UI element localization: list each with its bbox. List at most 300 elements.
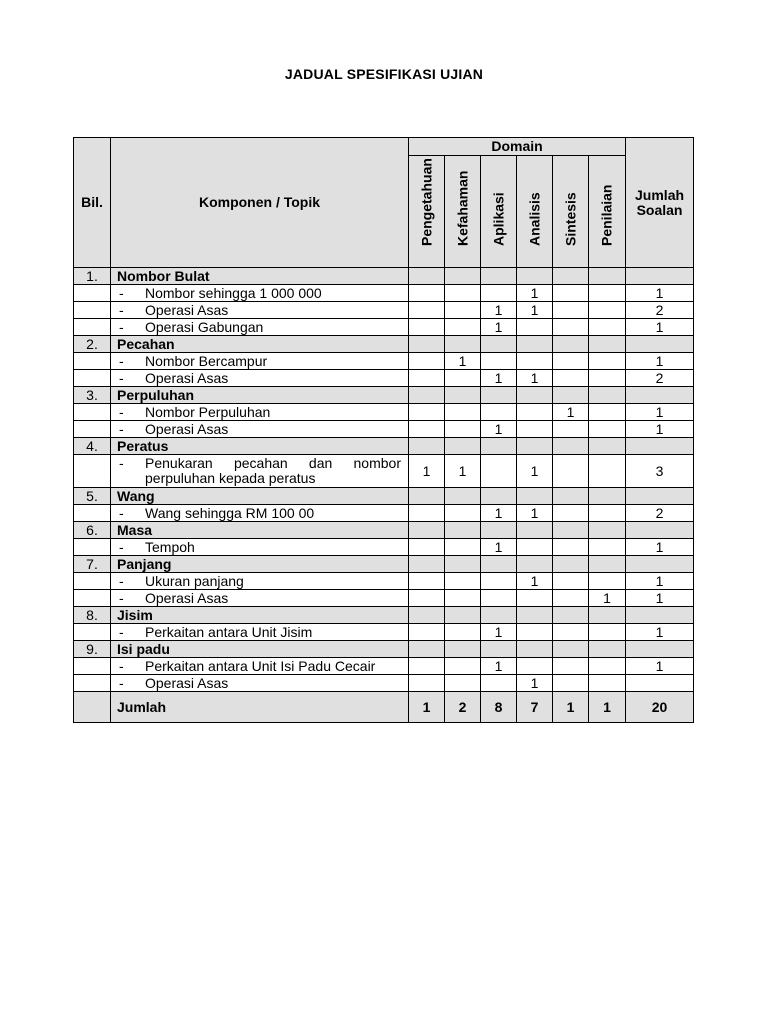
- domain-value: [481, 285, 517, 302]
- domain-value: [589, 624, 626, 641]
- section-name: Wang: [111, 488, 409, 505]
- domain-value: [409, 285, 445, 302]
- dash-bullet: -: [119, 623, 124, 640]
- empty-cell: [589, 438, 626, 455]
- domain-value: 1: [517, 455, 553, 488]
- empty-cell: [553, 641, 589, 658]
- header-bil: Bil.: [74, 138, 111, 268]
- domain-label: Aplikasi: [490, 192, 506, 246]
- header-domain-penilaian: [589, 156, 626, 268]
- domain-value: [409, 404, 445, 421]
- domain-value: [589, 285, 626, 302]
- domain-value: [445, 505, 481, 522]
- domain-value: [445, 421, 481, 438]
- dash-bullet: -: [119, 538, 124, 555]
- row-total: [626, 675, 694, 692]
- table-row: [74, 353, 694, 370]
- dash-bullet: -: [119, 674, 124, 691]
- section-row: [74, 336, 694, 353]
- dash-bullet: -: [119, 589, 124, 606]
- topic-cell: [111, 455, 409, 488]
- domain-value: 1: [589, 590, 626, 607]
- empty-cell: [589, 387, 626, 404]
- topic-cell: [111, 319, 409, 336]
- domain-value: 1: [409, 455, 445, 488]
- empty-cell: [626, 522, 694, 539]
- dash-bullet: -: [119, 352, 124, 369]
- section-row: [74, 607, 694, 624]
- table-row: [74, 319, 694, 336]
- domain-value: [553, 539, 589, 556]
- empty-cell: [517, 607, 553, 624]
- header-domain-aplikasi: [481, 156, 517, 268]
- topic-cell: [111, 590, 409, 607]
- table-row: [74, 539, 694, 556]
- domain-value: [409, 658, 445, 675]
- domain-value: 1: [481, 539, 517, 556]
- domain-value: [409, 590, 445, 607]
- domain-value: [589, 573, 626, 590]
- empty-cell: [409, 641, 445, 658]
- dash-bullet: -: [119, 657, 124, 674]
- dash-bullet: -: [119, 455, 124, 471]
- empty-cell: [517, 522, 553, 539]
- row-total: 1: [626, 573, 694, 590]
- topic-label: Penukaran pecahan dan nombor perpuluhan kepada peratus: [145, 455, 401, 486]
- domain-label: Pengetahuan: [418, 158, 434, 246]
- section-name: Jisim: [111, 607, 409, 624]
- empty-cell: [481, 488, 517, 505]
- domain-value: [553, 421, 589, 438]
- domain-value: [589, 505, 626, 522]
- empty-cell: [481, 641, 517, 658]
- empty-cell: [445, 387, 481, 404]
- domain-value: [409, 353, 445, 370]
- topic-label: Operasi Asas: [145, 589, 229, 606]
- empty-cell: [626, 641, 694, 658]
- table-row: [74, 505, 694, 522]
- empty-cell: [409, 488, 445, 505]
- section-number: 1.: [74, 268, 111, 285]
- table-row: [74, 302, 694, 319]
- domain-label: Analisis: [526, 192, 542, 246]
- empty-cell: [626, 488, 694, 505]
- domain-value: 1: [481, 319, 517, 336]
- domain-value: [553, 455, 589, 488]
- domain-value: [481, 590, 517, 607]
- row-number: [74, 505, 111, 522]
- row-total: 1: [626, 404, 694, 421]
- domain-value: 1: [481, 421, 517, 438]
- row-number: [74, 658, 111, 675]
- domain-value: [409, 624, 445, 641]
- topic-label: Operasi Asas: [145, 420, 229, 437]
- topic-label: Nombor Bercampur: [145, 352, 268, 369]
- dash-bullet: -: [119, 369, 124, 386]
- dash-bullet: -: [119, 301, 124, 318]
- empty-cell: [589, 336, 626, 353]
- section-number: 7.: [74, 556, 111, 573]
- domain-value: [445, 658, 481, 675]
- domain-value: [553, 624, 589, 641]
- row-total: 1: [626, 319, 694, 336]
- empty-cell: [626, 607, 694, 624]
- specification-table: [73, 137, 694, 723]
- topic-cell: [111, 675, 409, 692]
- domain-label: Kefahaman: [454, 170, 470, 246]
- domain-value: 1: [481, 505, 517, 522]
- empty-cell: [553, 522, 589, 539]
- header-total-line1: Jumlah: [635, 186, 685, 203]
- domain-value: 1: [517, 285, 553, 302]
- empty-cell: [409, 268, 445, 285]
- empty-cell: [626, 387, 694, 404]
- domain-value: [445, 539, 481, 556]
- dash-bullet: -: [119, 572, 124, 589]
- empty-cell: [409, 387, 445, 404]
- section-row: [74, 268, 694, 285]
- empty-cell: [553, 488, 589, 505]
- empty-cell: [409, 336, 445, 353]
- row-total: 2: [626, 505, 694, 522]
- table-row: [74, 370, 694, 387]
- empty-cell: [517, 336, 553, 353]
- domain-value: 1: [445, 353, 481, 370]
- topic-cell: [111, 539, 409, 556]
- topic-label: Wang sehingga RM 100 00: [145, 504, 315, 521]
- header-domain-pengetahuan: [409, 156, 445, 268]
- empty-cell: [445, 522, 481, 539]
- topic-cell: [111, 285, 409, 302]
- domain-value: [409, 421, 445, 438]
- topic-cell: [111, 353, 409, 370]
- row-number: [74, 302, 111, 319]
- domain-value: [445, 285, 481, 302]
- empty-cell: [481, 556, 517, 573]
- topic-cell: [111, 370, 409, 387]
- header-total-line2: Soalan: [636, 201, 683, 218]
- section-number: 2.: [74, 336, 111, 353]
- empty-cell: [481, 336, 517, 353]
- header-total: [626, 138, 694, 268]
- domain-value: [517, 658, 553, 675]
- empty-cell: [445, 438, 481, 455]
- row-total: 2: [626, 302, 694, 319]
- topic-cell: [111, 624, 409, 641]
- empty-cell: [589, 607, 626, 624]
- topic-label: Operasi Asas: [145, 369, 229, 386]
- domain-value: 1: [517, 370, 553, 387]
- section-number: 6.: [74, 522, 111, 539]
- totals-domain-value: 1: [553, 692, 589, 723]
- row-number: [74, 624, 111, 641]
- section-row: [74, 641, 694, 658]
- empty-cell: [626, 268, 694, 285]
- domain-value: [409, 573, 445, 590]
- domain-value: 1: [553, 404, 589, 421]
- empty-cell: [409, 607, 445, 624]
- row-number: [74, 675, 111, 692]
- totals-label: Jumlah: [111, 692, 409, 723]
- section-name: Pecahan: [111, 336, 409, 353]
- domain-value: [517, 404, 553, 421]
- domain-value: [409, 370, 445, 387]
- dash-bullet: -: [119, 420, 124, 437]
- topic-cell: [111, 421, 409, 438]
- domain-value: 1: [517, 302, 553, 319]
- topic-cell: [111, 302, 409, 319]
- empty-cell: [481, 387, 517, 404]
- domain-value: 1: [517, 505, 553, 522]
- domain-value: [553, 370, 589, 387]
- topic-cell: [111, 505, 409, 522]
- section-number: 3.: [74, 387, 111, 404]
- section-number: 5.: [74, 488, 111, 505]
- header-domain-kefahaman: [445, 156, 481, 268]
- domain-value: [409, 302, 445, 319]
- domain-value: 1: [481, 624, 517, 641]
- page-title: JADUAL SPESIFIKASI UJIAN: [284, 66, 484, 82]
- section-number: 4.: [74, 438, 111, 455]
- row-number: [74, 590, 111, 607]
- domain-value: [553, 505, 589, 522]
- domain-value: [409, 675, 445, 692]
- header-domain: Domain: [409, 138, 626, 156]
- domain-value: [553, 675, 589, 692]
- domain-value: [517, 421, 553, 438]
- domain-value: [445, 302, 481, 319]
- table-row: [74, 455, 694, 488]
- topic-label: Nombor sehingga 1 000 000: [145, 284, 322, 301]
- topic-label: Tempoh: [145, 538, 195, 555]
- domain-value: [409, 319, 445, 336]
- section-row: [74, 522, 694, 539]
- table-row: [74, 675, 694, 692]
- table-row: [74, 624, 694, 641]
- topic-cell: [111, 658, 409, 675]
- empty-cell: [553, 556, 589, 573]
- dash-bullet: -: [119, 504, 124, 521]
- empty-cell: [409, 522, 445, 539]
- row-total: 1: [626, 285, 694, 302]
- domain-value: [553, 353, 589, 370]
- domain-value: [553, 302, 589, 319]
- empty-cell: [445, 336, 481, 353]
- empty-cell: [589, 641, 626, 658]
- empty-cell: [445, 488, 481, 505]
- empty-cell: [409, 438, 445, 455]
- row-total: 2: [626, 370, 694, 387]
- totals-domain-value: 1: [409, 692, 445, 723]
- domain-value: [481, 573, 517, 590]
- domain-value: 1: [517, 675, 553, 692]
- row-number: [74, 421, 111, 438]
- domain-value: [589, 302, 626, 319]
- domain-value: [481, 404, 517, 421]
- table-row: [74, 404, 694, 421]
- totals-domain-value: 8: [481, 692, 517, 723]
- domain-value: [553, 319, 589, 336]
- row-number: [74, 539, 111, 556]
- header-topic: Komponen / Topik: [111, 138, 409, 268]
- row-number: [74, 404, 111, 421]
- domain-value: [409, 539, 445, 556]
- empty-cell: [626, 336, 694, 353]
- domain-value: [517, 353, 553, 370]
- domain-value: [481, 455, 517, 488]
- row-total: 1: [626, 590, 694, 607]
- domain-value: [589, 421, 626, 438]
- domain-value: 1: [481, 302, 517, 319]
- section-row: [74, 438, 694, 455]
- empty-cell: [589, 268, 626, 285]
- empty-cell: [481, 438, 517, 455]
- domain-value: 1: [481, 370, 517, 387]
- row-total: 1: [626, 353, 694, 370]
- row-number: [74, 319, 111, 336]
- empty-cell: [409, 556, 445, 573]
- section-row: [74, 556, 694, 573]
- domain-value: [517, 624, 553, 641]
- empty-cell: [553, 268, 589, 285]
- topic-label: Perkaitan antara Unit Isi Padu Cecair: [145, 657, 376, 674]
- empty-cell: [517, 641, 553, 658]
- empty-cell: [517, 488, 553, 505]
- domain-value: [517, 590, 553, 607]
- row-total: 3: [626, 455, 694, 488]
- domain-value: [589, 319, 626, 336]
- header-domain-analisis: [517, 156, 553, 268]
- domain-value: [589, 404, 626, 421]
- empty-cell: [481, 607, 517, 624]
- topic-label: Nombor Perpuluhan: [145, 403, 271, 420]
- grand-total: 20: [626, 692, 694, 723]
- domain-value: [445, 675, 481, 692]
- row-number: [74, 353, 111, 370]
- domain-value: [445, 590, 481, 607]
- section-name: Peratus: [111, 438, 409, 455]
- section-row: [74, 488, 694, 505]
- empty-cell: [517, 556, 553, 573]
- row-number: [74, 285, 111, 302]
- domain-value: [445, 319, 481, 336]
- domain-value: [589, 455, 626, 488]
- totals-domain-value: 2: [445, 692, 481, 723]
- empty-cell: [445, 556, 481, 573]
- table-row: [74, 285, 694, 302]
- empty-cell: [517, 438, 553, 455]
- domain-value: [481, 353, 517, 370]
- domain-value: [589, 675, 626, 692]
- empty-cell: [553, 438, 589, 455]
- domain-value: [553, 573, 589, 590]
- empty-cell: [481, 522, 517, 539]
- domain-value: [445, 404, 481, 421]
- dash-bullet: -: [119, 403, 124, 420]
- domain-value: [445, 573, 481, 590]
- domain-value: [553, 590, 589, 607]
- empty-cell: [626, 556, 694, 573]
- dash-bullet: -: [119, 284, 124, 301]
- row-number: [74, 370, 111, 387]
- empty-cell: [553, 607, 589, 624]
- section-name: Isi padu: [111, 641, 409, 658]
- domain-value: [445, 370, 481, 387]
- domain-value: [589, 353, 626, 370]
- domain-value: [589, 539, 626, 556]
- section-number: 8.: [74, 607, 111, 624]
- row-total: 1: [626, 658, 694, 675]
- domain-value: 1: [517, 573, 553, 590]
- topic-label: Perkaitan antara Unit Jisim: [145, 623, 313, 640]
- table-row: [74, 658, 694, 675]
- empty-cell: [517, 268, 553, 285]
- row-total: 1: [626, 539, 694, 556]
- empty-cell: [445, 268, 481, 285]
- topic-cell: [111, 573, 409, 590]
- domain-value: [481, 675, 517, 692]
- domain-value: [517, 319, 553, 336]
- totals-row: [74, 692, 694, 723]
- empty-cell: [445, 641, 481, 658]
- row-total: 1: [626, 624, 694, 641]
- header-domain-sintesis: [553, 156, 589, 268]
- domain-value: 1: [481, 658, 517, 675]
- totals-domain-value: 7: [517, 692, 553, 723]
- domain-value: [553, 285, 589, 302]
- empty-cell: [553, 387, 589, 404]
- row-total: 1: [626, 421, 694, 438]
- row-number: [74, 455, 111, 488]
- topic-cell: [111, 404, 409, 421]
- domain-label: Sintesis: [562, 192, 578, 246]
- domain-value: [517, 539, 553, 556]
- table-row: [74, 421, 694, 438]
- domain-value: [409, 505, 445, 522]
- topic-label: Operasi Asas: [145, 674, 229, 691]
- domain-value: 1: [445, 455, 481, 488]
- domain-value: [589, 370, 626, 387]
- section-name: Panjang: [111, 556, 409, 573]
- domain-value: [589, 658, 626, 675]
- section-number: 9.: [74, 641, 111, 658]
- section-name: Masa: [111, 522, 409, 539]
- section-name: Perpuluhan: [111, 387, 409, 404]
- empty-cell: [553, 336, 589, 353]
- domain-value: [553, 658, 589, 675]
- domain-label: Penilaian: [598, 184, 615, 246]
- topic-label: Operasi Gabungan: [145, 318, 264, 335]
- domain-value: [445, 624, 481, 641]
- totals-domain-value: 1: [589, 692, 626, 723]
- empty-cell: [481, 268, 517, 285]
- totals-number: [74, 692, 111, 723]
- empty-cell: [589, 488, 626, 505]
- empty-cell: [589, 556, 626, 573]
- section-name: Nombor Bulat: [111, 268, 409, 285]
- section-row: [74, 387, 694, 404]
- topic-label: Ukuran panjang: [145, 572, 244, 589]
- empty-cell: [626, 438, 694, 455]
- table-row: [74, 590, 694, 607]
- empty-cell: [517, 387, 553, 404]
- empty-cell: [445, 607, 481, 624]
- empty-cell: [589, 522, 626, 539]
- row-number: [74, 573, 111, 590]
- topic-label: Operasi Asas: [145, 301, 229, 318]
- dash-bullet: -: [119, 318, 124, 335]
- table-row: [74, 573, 694, 590]
